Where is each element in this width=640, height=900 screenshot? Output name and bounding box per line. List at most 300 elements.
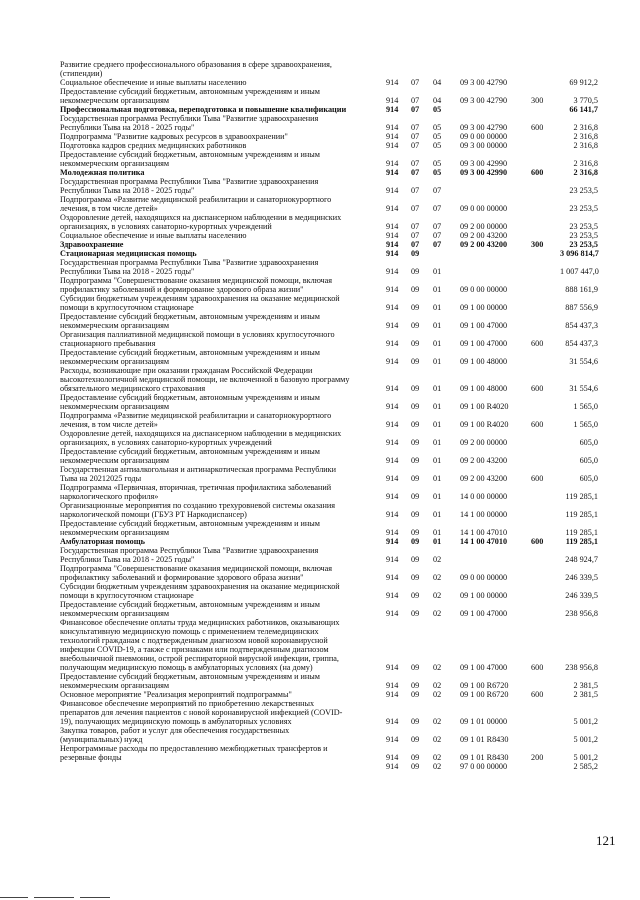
amount: 69 912,2 [569,78,598,87]
ministry-code: 914 [386,663,399,672]
section-code: 09 [411,753,420,762]
ministry-code: 914 [386,357,399,366]
target-article-code: 09 1 01 R8430 [460,753,509,762]
section-code: 09 [411,555,420,564]
subsection-code: 07 [433,186,442,195]
subsection-code: 02 [433,573,442,582]
subsection-code: 07 [433,240,442,249]
subsection-code: 02 [433,663,442,672]
ministry-code: 914 [386,438,399,447]
expense-item-line: некоммерческим организациям [60,321,170,330]
amount: 888 161,9 [565,285,598,294]
section-code: 09 [411,321,420,330]
expense-item-line [60,762,378,771]
expense-item-line: лечения, в том числе детей» [60,420,158,429]
amount: 119 285,1 [565,537,598,546]
expense-item-name [60,276,378,294]
subsection-code: 01 [433,285,442,294]
expense-item-name [60,348,378,366]
expense-item-line: организациях, в условиях санаторно-курортных учреждений [60,222,272,231]
ministry-code: 914 [386,735,399,744]
expense-item-line: Субсидии бюджетным учреждениям здравоохранения на оказание медицинской [60,582,340,591]
expense-item-line: Социальное обеспечение и иные выплаты населению [60,78,247,87]
expense-item-line: Финансовое обеспечение оплаты труда медицинских работников, оказывающих [60,618,340,627]
expense-item-line: внебольничной пневмонии, острой респираторной вирусной инфекции, гриппа, [60,654,339,663]
expense-item-line: (стипендии) [60,69,103,78]
subsection-code: 02 [433,762,442,771]
target-article-code: 14 1 00 00000 [460,510,508,519]
subsection-code: 02 [433,717,442,726]
ministry-code: 914 [386,141,399,150]
section-code: 07 [411,186,420,195]
expense-item-line: некоммерческим организациям [60,456,170,465]
expense-item-name [60,177,378,195]
subsection-code: 01 [433,438,442,447]
expense-item-line: высокотехнологичной медицинской помощи, не включенной в базовую программу [60,375,350,384]
expense-item-line: Подпрограмма "Развитие кадровых ресурсов в здравоохранении" [60,132,288,141]
ministry-code: 914 [386,681,399,690]
section-code: 07 [411,141,420,150]
amount: 119 285,1 [565,510,598,519]
subsection-code: 05 [433,123,442,132]
amount: 5 001,2 [573,717,598,726]
expense-type-code: 600 [531,474,544,483]
ministry-code: 914 [386,402,399,411]
expense-item-name [60,330,378,348]
section-code: 09 [411,285,420,294]
amount: 246 339,5 [565,573,598,582]
ministry-code: 914 [386,528,399,537]
subsection-code: 02 [433,735,442,744]
target-article-code: 97 0 00 00000 [460,762,508,771]
target-article-code: 09 3 00 42790 [460,123,508,132]
expense-item-name [60,447,378,465]
ministry-code: 914 [386,555,399,564]
expense-item-line: Предоставление субсидий бюджетным, автономным учреждениям и иным [60,447,320,456]
target-article-code: 09 1 00 R6720 [460,681,509,690]
expense-item-name [60,141,378,150]
target-article-code: 09 1 00 47000 [460,339,508,348]
section-code: 09 [411,735,420,744]
ministry-code: 914 [386,753,399,762]
expense-item-line: Профессиональная подготовка, переподготовка и повышение квалификации [60,105,347,114]
section-code: 09 [411,591,420,600]
scan-edge-mark [0,897,28,898]
subsection-code: 01 [433,474,442,483]
expense-item-line: Республики Тыва на 2018 - 2025 годы" [60,555,195,564]
expense-type-code: 200 [531,753,544,762]
expense-item-name [60,699,378,726]
target-article-code: 09 2 00 43200 [460,474,508,483]
target-article-code: 09 2 00 43200 [460,231,508,240]
section-code: 09 [411,267,420,276]
expense-item-name [60,519,378,537]
target-article-code: 09 3 00 42790 [460,96,508,105]
expense-item-line: лечения, в том числе детей» [60,204,158,213]
amount: 23 253,5 [569,231,598,240]
expense-item-name [60,231,378,240]
subsection-code: 01 [433,267,442,276]
subsection-code: 01 [433,456,442,465]
target-article-code: 09 0 00 00000 [460,573,508,582]
ministry-code: 914 [386,168,399,177]
expense-item-name [60,726,378,744]
target-article-code: 09 1 00 R6720 [460,690,509,699]
subsection-code: 01 [433,510,442,519]
target-article-code: 09 1 00 00000 [460,591,508,600]
subsection-code: 07 [433,231,442,240]
expense-item-name [60,582,378,600]
amount: 2 316,8 [573,168,598,177]
ministry-code: 914 [386,384,399,393]
section-code: 09 [411,762,420,771]
amount: 23 253,5 [569,222,598,231]
amount: 23 253,5 [569,240,598,249]
target-article-code: 09 1 01 00000 [460,717,508,726]
expense-item-line: наркологической помощи (ГБУЗ РТ Наркодиспансер) [60,510,247,519]
section-code: 07 [411,123,420,132]
amount: 2 316,8 [573,123,598,132]
expense-item-line: (муниципальных) нужд [60,735,143,744]
section-code: 07 [411,240,420,249]
subsection-code: 05 [433,105,442,114]
amount: 3 770,5 [573,96,598,105]
amount: 238 956,8 [565,609,598,618]
expense-item-line: Государственная антиалкогольная и антинаркотическая программа Республики [60,465,337,474]
ministry-code: 914 [386,492,399,501]
ministry-code: 914 [386,303,399,312]
section-code: 09 [411,357,420,366]
target-article-code: 09 3 00 42990 [460,159,508,168]
subsection-code: 01 [433,528,442,537]
expense-item-line: получающим медицинскую помощь в амбулаторных условиях (на дому) [60,663,313,672]
subsection-code: 02 [433,609,442,618]
expense-item-line: Основное мероприятие "Реализация мероприятий подпрограммы" [60,690,292,699]
section-code: 07 [411,159,420,168]
expense-type-code: 600 [531,168,544,177]
amount: 23 253,5 [569,204,598,213]
expense-item-line: Молодежная политика [60,168,145,177]
expense-item-line: некоммерческим организациям [60,528,170,537]
expense-item-name [60,537,378,546]
expense-item-line: обязательного медицинского страхования [60,384,206,393]
amount: 605,0 [579,474,598,483]
expense-item-line: инфекции COVID-19, а также с признаками или подтвержденным диагнозом [60,645,329,654]
amount: 119 285,1 [565,492,598,501]
subsection-code: 05 [433,168,442,177]
section-code: 09 [411,339,420,348]
expense-item-name [60,240,378,249]
target-article-code: 14 0 00 00000 [460,492,508,501]
amount: 854 437,3 [565,321,598,330]
ministry-code: 914 [386,231,399,240]
page-number: 121 [596,833,616,848]
target-article-code: 14 1 00 47010 [460,537,508,546]
expense-item-line: помощи в круглосуточном стационаре [60,303,194,312]
amount: 605,0 [579,438,598,447]
expense-item-line: стационарного пребывания [60,339,156,348]
expense-item-name [60,618,378,672]
expense-item-line: Социальное обеспечение и иные выплаты населению [60,231,247,240]
expense-item-line: некоммерческим организациям [60,681,170,690]
target-article-code: 09 0 00 00000 [460,204,508,213]
section-code: 09 [411,573,420,582]
expense-item-name [60,483,378,501]
ministry-code: 914 [386,285,399,294]
scan-edge-mark [34,897,74,898]
target-article-code: 09 1 00 R4020 [460,402,509,411]
section-code: 09 [411,510,420,519]
expense-item-line: резервные фонды [60,753,122,762]
section-code: 07 [411,222,420,231]
expense-item-line: Государственная программа Республики Тыва "Развитие здравоохранения [60,258,319,267]
amount: 248 924,7 [565,555,598,564]
expense-item-name [60,429,378,447]
subsection-code: 01 [433,402,442,411]
subsection-code: 01 [433,420,442,429]
expense-item-name [60,87,378,105]
target-article-code: 09 1 00 48000 [460,384,508,393]
ministry-code: 914 [386,339,399,348]
expense-item-name [60,672,378,690]
expense-type-code: 600 [531,420,544,429]
target-article-code: 09 3 00 00000 [460,141,508,150]
section-code: 07 [411,96,420,105]
section-code: 09 [411,456,420,465]
ministry-code: 914 [386,456,399,465]
section-code: 09 [411,384,420,393]
expense-item-line: Предоставление субсидий бюджетным, автономным учреждениям и иным [60,393,320,402]
section-code: 09 [411,303,420,312]
amount: 2 316,8 [573,141,598,150]
expense-item-line: некоммерческим организациям [60,357,170,366]
expense-item-line: Развитие среднего профессионального образования в сфере здравоохранения, [60,60,332,69]
expense-item-line: Подпрограмма "Совершенствование оказания медицинской помощи, включая [60,276,333,285]
ministry-code: 914 [386,474,399,483]
subsection-code: 01 [433,384,442,393]
expense-item-name [60,600,378,618]
amount: 119 285,1 [565,528,598,537]
expense-type-code: 600 [531,537,544,546]
amount: 3 096 814,7 [560,249,599,258]
subsection-code: 05 [433,132,442,141]
expense-type-code: 600 [531,384,544,393]
target-article-code: 09 1 01 R8430 [460,735,509,744]
expense-item-name [60,60,378,78]
expense-item-line: Подготовка кадров средних медицинских работников [60,141,247,150]
expense-type-code: 300 [531,96,544,105]
target-article-code: 09 1 00 47000 [460,663,508,672]
expense-item-line: Закупка товаров, работ и услуг для обеспечения государственных [60,726,290,735]
expense-item-line: профилактику заболеваний и формирование здорового образа жизни" [60,573,304,582]
section-code: 09 [411,249,420,258]
section-code: 07 [411,231,420,240]
section-code: 09 [411,690,420,699]
expense-item-name [60,294,378,312]
expense-item-line: некоммерческим организациям [60,402,170,411]
subsection-code: 01 [433,321,442,330]
ministry-code: 914 [386,78,399,87]
expense-item-name [60,213,378,231]
ministry-code: 914 [386,222,399,231]
expense-type-code: 300 [531,240,544,249]
subsection-code: 07 [433,222,442,231]
expense-type-code: 600 [531,690,544,699]
amount: 5 001,2 [573,753,598,762]
expense-item-line: организациях, в условиях санаторно-курортных учреждений [60,438,272,447]
expense-item-line: Субсидии бюджетным учреждениям здравоохранения на оказание медицинской [60,294,340,303]
amount: 2 316,8 [573,159,598,168]
ministry-code: 914 [386,105,399,114]
amount: 238 956,8 [565,663,598,672]
expense-item-name [60,411,378,429]
ministry-code: 914 [386,186,399,195]
expense-item-line: Государственная программа Республики Тыва "Развитие здравоохранения [60,177,319,186]
subsection-code: 02 [433,591,442,600]
ministry-code: 914 [386,204,399,213]
section-code: 09 [411,402,420,411]
amount: 66 141,7 [569,105,598,114]
amount: 1 565,0 [573,420,598,429]
expense-item-line: помощи в круглосуточном стационаре [60,591,194,600]
ministry-code: 914 [386,132,399,141]
amount: 854 437,3 [565,339,598,348]
expense-item-line: Республики Тыва на 2018 - 2025 годы" [60,186,195,195]
target-article-code: 09 1 00 47000 [460,321,508,330]
ministry-code: 914 [386,267,399,276]
amount: 887 556,9 [565,303,598,312]
expense-item-line: Оздоровление детей, находящихся на диспансерном наблюдении в медицинских [60,213,342,222]
ministry-code: 914 [386,510,399,519]
target-article-code: 09 3 00 42990 [460,168,508,177]
subsection-code: 05 [433,159,442,168]
amount: 5 001,2 [573,735,598,744]
expense-item-line: 19), получающих медицинскую помощь в амбулаторных условиях [60,717,292,726]
subsection-code: 05 [433,141,442,150]
ministry-code: 914 [386,690,399,699]
expense-item-name [60,393,378,411]
expense-item-name [60,78,378,87]
target-article-code: 09 2 00 43200 [460,456,508,465]
expense-item-name [60,195,378,213]
subsection-code: 07 [433,204,442,213]
section-code: 07 [411,78,420,87]
section-code: 09 [411,537,420,546]
subsection-code: 02 [433,753,442,762]
section-code: 09 [411,528,420,537]
expense-item-name [60,114,378,132]
amount: 1 007 447,0 [560,267,599,276]
subsection-code: 04 [433,96,442,105]
amount: 2 316,8 [573,132,598,141]
expense-item-line: Государственная программа Республики Тыва "Развитие здравоохранения [60,114,319,123]
subsection-code: 02 [433,690,442,699]
amount: 2 585,2 [573,762,598,771]
subsection-code: 01 [433,357,442,366]
expense-item-line: Предоставление субсидий бюджетным, автономным учреждениям и иным [60,87,320,96]
ministry-code: 914 [386,591,399,600]
section-code: 07 [411,132,420,141]
section-code: 09 [411,663,420,672]
subsection-code: 04 [433,78,442,87]
target-article-code: 09 1 00 R4020 [460,420,509,429]
expense-item-name [60,690,378,699]
expense-item-line: Предоставление субсидий бюджетным, автономным учреждениям и иным [60,348,320,357]
expense-item-line: Предоставление субсидий бюджетным, автономным учреждениям и иным [60,519,320,528]
target-article-code: 09 0 00 00000 [460,132,508,141]
expense-item-line: Предоставление субсидий бюджетным, автономным учреждениям и иным [60,672,320,681]
subsection-code: 01 [433,537,442,546]
amount: 23 253,5 [569,186,598,195]
expense-item-name [60,132,378,141]
expense-item-line: Подпрограмма «Развитие медицинской реабилитации и санаторнокурортного [60,411,332,420]
expense-item-name [60,564,378,582]
expense-item-line: Предоставление субсидий бюджетным, автономным учреждениям и иным [60,312,320,321]
section-code: 07 [411,168,420,177]
expense-item-name [60,312,378,330]
expense-item-name [60,105,378,114]
ministry-code: 914 [386,240,399,249]
subsection-code: 01 [433,492,442,501]
expense-item-line: профилактику заболеваний и формирование здорового образа жизни" [60,285,304,294]
expense-item-line: Здравоохранение [60,240,124,249]
ministry-code: 914 [386,96,399,105]
target-article-code: 09 2 00 43200 [460,240,508,249]
section-code: 09 [411,609,420,618]
section-code: 09 [411,474,420,483]
expense-item-line: Оздоровление детей, находящихся на диспансерном наблюдении в медицинских [60,429,342,438]
ministry-code: 914 [386,762,399,771]
expense-item-name [60,546,378,564]
subsection-code: 01 [433,303,442,312]
expense-item-line: Организация паллиативной медицинской помощи в условиях круглосуточного [60,330,335,339]
ministry-code: 914 [386,420,399,429]
expense-item-line: Предоставление субсидий бюджетным, автономным учреждениям и иным [60,600,320,609]
expense-item-line: Республики Тыва на 2018 - 2025 годы" [60,267,195,276]
expense-item-line: Стационарная медицинская помощь [60,249,197,258]
target-article-code: 09 1 00 00000 [460,303,508,312]
expense-item-line: некоммерческим организациям [60,159,170,168]
expense-item-name [60,762,378,771]
expense-item-line: Подпрограмма "Совершенствование оказания медицинской помощи, включая [60,564,333,573]
amount: 1 565,0 [573,402,598,411]
expense-item-line: технологий гражданам с подтвержденным диагнозом новой коронавирусной [60,636,328,645]
expense-item-name [60,258,378,276]
expense-item-name [60,744,378,762]
expense-item-line: Непрограммные расходы по предоставлению межбюджетных трансфертов и [60,744,328,753]
expense-item-line: Предоставление субсидий бюджетным, автономным учреждениям и иным [60,150,320,159]
section-code: 07 [411,105,420,114]
expense-item-name [60,249,378,258]
expense-item-line: консультативную медицинскую помощь с применением телемедицинских [60,627,319,636]
expense-item-line: препаратов для лечения пациентов с новой коронавирусной инфекцией (COVID- [60,708,343,717]
expense-item-line: Расходы, возникающие при оказании гражданам Российской Федерации [60,366,313,375]
ministry-code: 914 [386,573,399,582]
target-article-code: 09 1 00 47000 [460,609,508,618]
expense-item-line: Амбулаторная помощь [60,537,145,546]
target-article-code: 09 1 00 48000 [460,357,508,366]
ministry-code: 914 [386,249,399,258]
ministry-code: 914 [386,717,399,726]
expense-item-line: Тыва на 20212025 годы [60,474,142,483]
expense-type-code: 600 [531,123,544,132]
target-article-code: 14 1 00 47010 [460,528,508,537]
target-article-code: 09 0 00 00000 [460,285,508,294]
expense-item-line: некоммерческим организациям [60,609,170,618]
section-code: 09 [411,438,420,447]
expense-item-name [60,150,378,168]
section-code: 09 [411,717,420,726]
